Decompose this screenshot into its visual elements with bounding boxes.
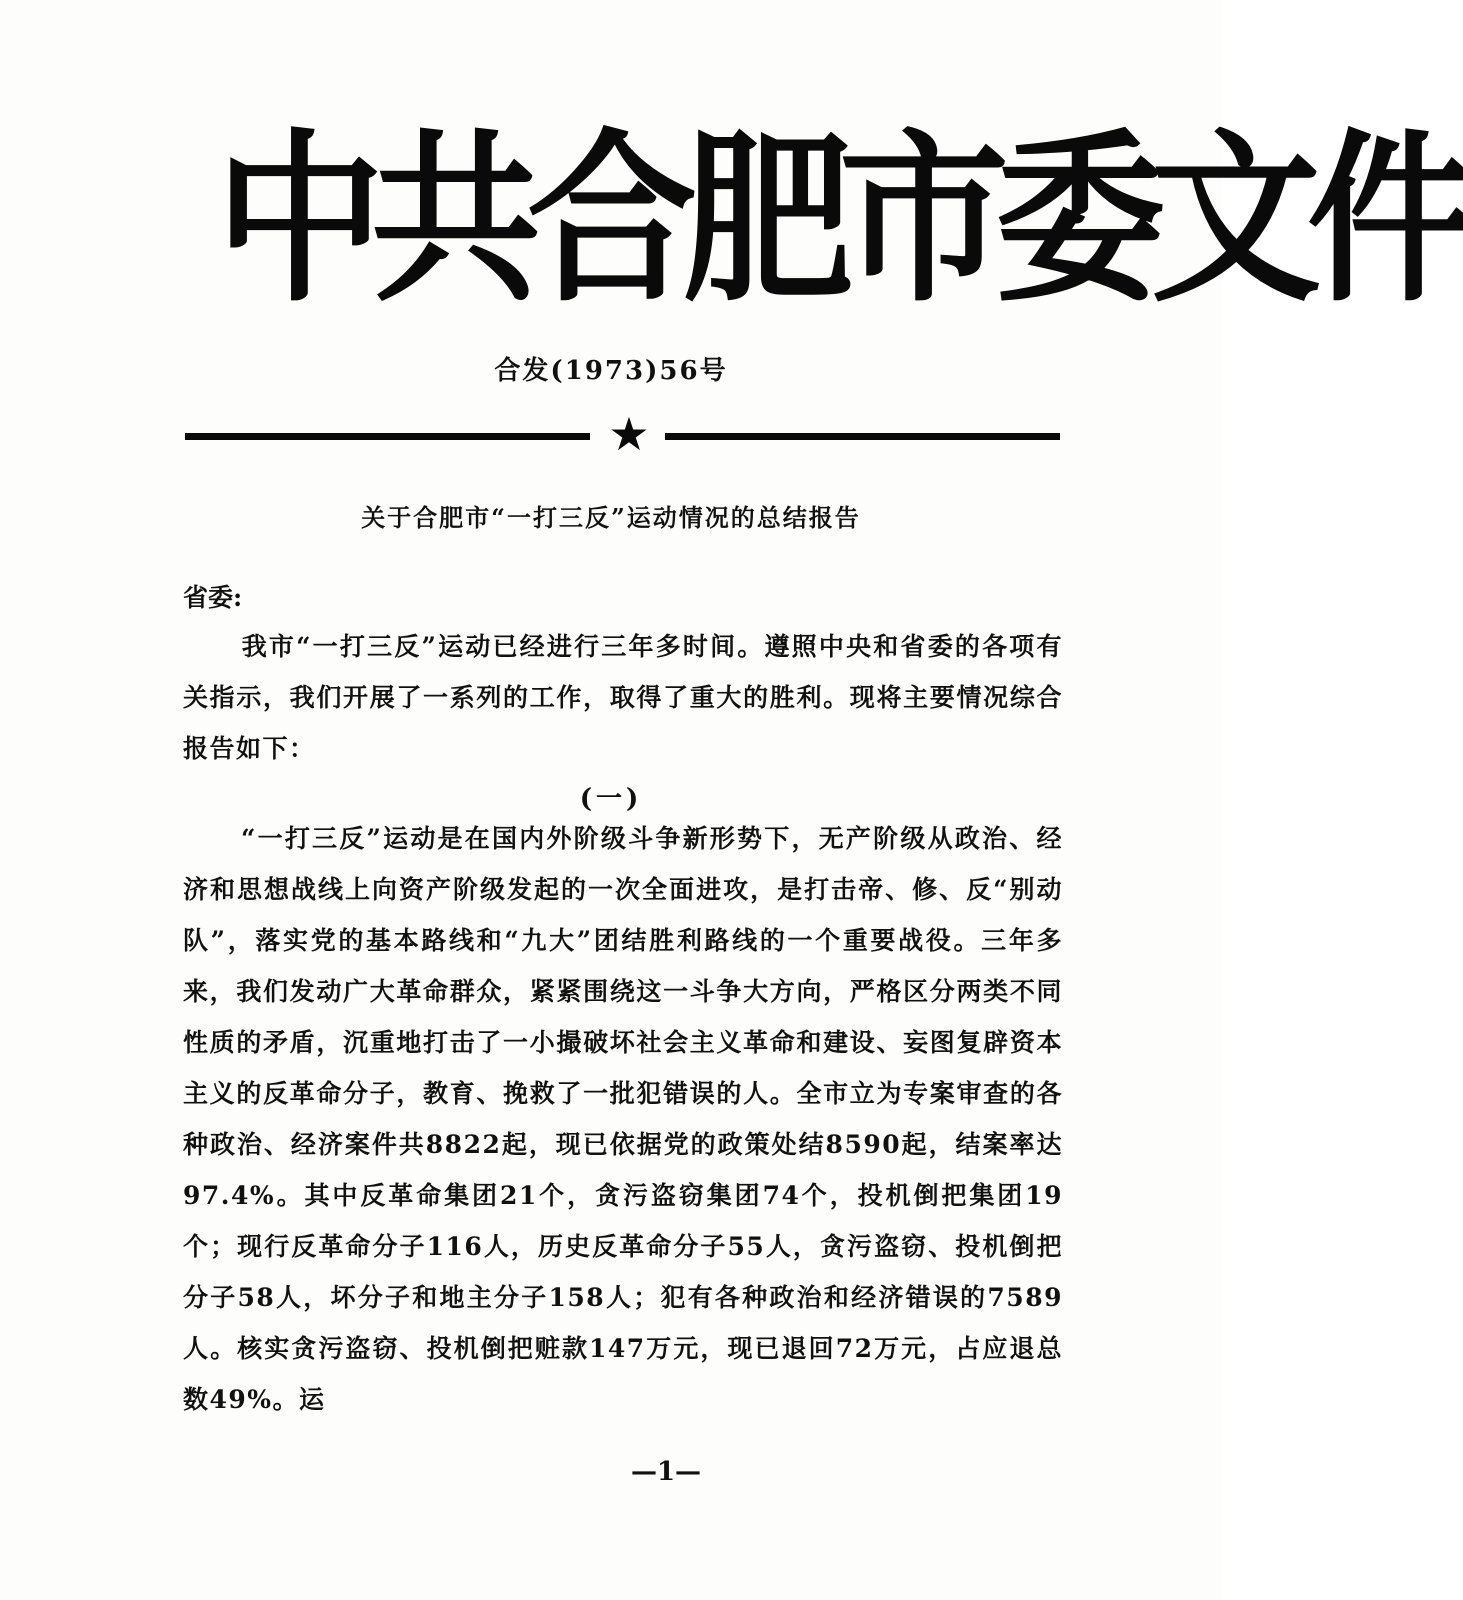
report-title: 关于合肥市“一打三反”运动情况的总结报告 <box>361 503 861 532</box>
section-heading: (一) <box>579 784 643 814</box>
header-rule-left <box>185 433 590 440</box>
body-paragraph <box>183 813 1063 1425</box>
intro-paragraph-text: 我市“一打三反”运动已经进行三年多时间。遵照中央和省委的各项有关指示，我们开展了一系列的工作，取得了重大的胜利。现将主要情况综合报告如下： <box>183 632 1063 763</box>
page-number: —1— <box>630 1457 702 1487</box>
masthead-title: 中共合肥市委文件 <box>215 113 1463 328</box>
body-paragraph-text: “一打三反”运动是在国内外阶级斗争新形势下，无产阶级从政治、经济和思想战线上向资产阶级发起的一次全面进攻，是打击帝、修、反“别动队”，落实党的基本路线和“九大”团结胜利路线的一个重要战役。三年多来，我们发动广大革命群众，紧紧围绕这一斗争大方向，严格区分两类不同性质的矛盾，沉重地打击了一小撮破坏社会主义革命和建设、妄图复辟资本主义的反革命分子，教育、挽救了一批犯错误的人。全市立为专案审查的各种政治、经济案件共8822起，现已依据党的政策处结8590起，结案率达97.4%。其中反革命集团21个，贪污盗窃集团74个，投机倒把集团19个；现行反革命分子116人，历史反革命分子55人，贪污盗窃、投机倒把分子58人，坏分子和地主分子158人；犯有各种政治和经济错误的7589人。核实贪污盗窃、投机倒把赃款147万元，现已退回72万元，占应退总数49%。运 <box>183 824 1063 1414</box>
document-number: 合发(1973)56号 <box>494 356 728 386</box>
salutation: 省委: <box>183 583 243 612</box>
intro-paragraph <box>183 621 1063 774</box>
header-rule-right <box>665 433 1060 440</box>
star-icon: ★ <box>608 407 650 461</box>
